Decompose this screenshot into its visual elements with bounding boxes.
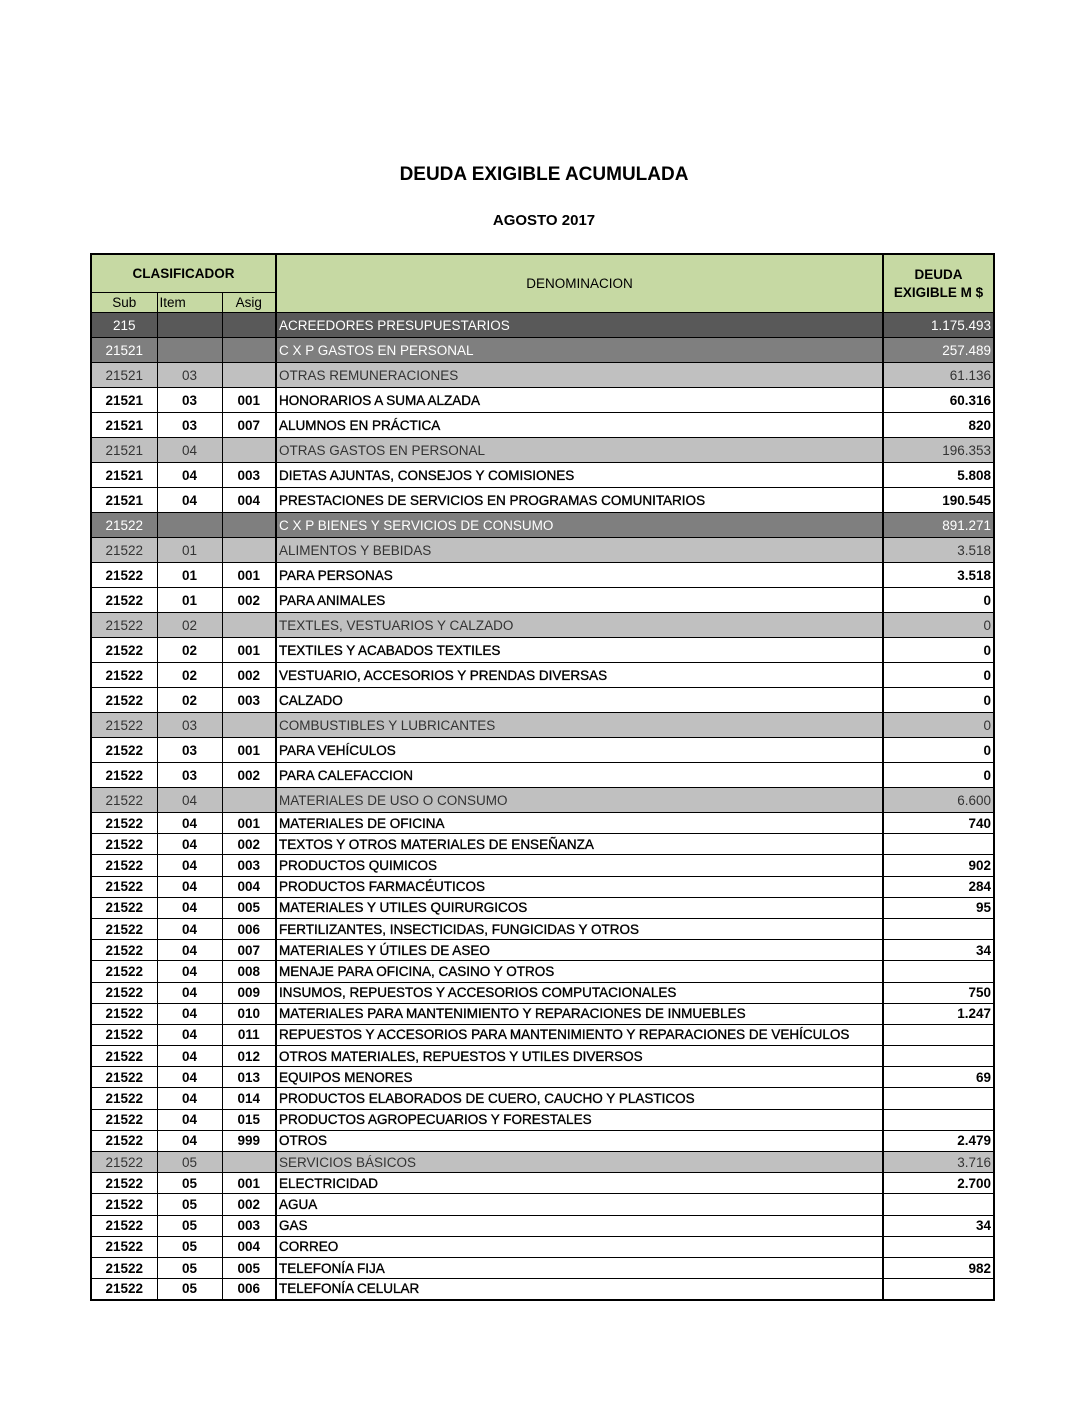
cell-sub: 21522 [91, 961, 157, 982]
cell-asig: 007 [222, 940, 276, 961]
cell-asig: 007 [222, 413, 276, 438]
cell-asig [222, 613, 276, 638]
cell-deuda: 982 [883, 1257, 994, 1278]
table-row [91, 438, 994, 463]
cell-asig: 006 [222, 1279, 276, 1300]
table-row [91, 1130, 994, 1151]
cell-asig: 002 [222, 1194, 276, 1215]
table-row [91, 1067, 994, 1088]
cell-asig: 006 [222, 918, 276, 939]
cell-asig: 004 [222, 488, 276, 513]
cell-item: 02 [157, 688, 222, 713]
cell-deuda: 284 [883, 876, 994, 897]
header-item: Item [157, 293, 222, 313]
cell-sub: 21522 [91, 563, 157, 588]
cell-denominacion: ALIMENTOS Y BEBIDAS [276, 538, 883, 563]
cell-denominacion: MENAJE PARA OFICINA, CASINO Y OTROS [276, 961, 883, 982]
table-row [91, 1173, 994, 1194]
cell-deuda: 0 [883, 763, 994, 788]
cell-item: 04 [157, 982, 222, 1003]
cell-denominacion: TEXTOS Y OTROS MATERIALES DE ENSEÑANZA [276, 834, 883, 855]
table-row [91, 788, 994, 813]
cell-sub: 215 [91, 313, 157, 338]
cell-denominacion: PRODUCTOS AGROPECUARIOS Y FORESTALES [276, 1109, 883, 1130]
cell-deuda [883, 834, 994, 855]
table-row [91, 313, 994, 338]
table-row [91, 563, 994, 588]
cell-sub: 21521 [91, 463, 157, 488]
cell-sub: 21522 [91, 1024, 157, 1045]
cell-deuda: 902 [883, 855, 994, 876]
cell-sub: 21522 [91, 688, 157, 713]
cell-item: 04 [157, 1130, 222, 1151]
cell-deuda: 891.271 [883, 513, 994, 538]
cell-sub: 21522 [91, 788, 157, 813]
cell-item: 04 [157, 897, 222, 918]
cell-asig: 002 [222, 588, 276, 613]
cell-denominacion: ACREEDORES PRESUPUESTARIOS [276, 313, 883, 338]
cell-denominacion: DIETAS AJUNTAS, CONSEJOS Y COMISIONES [276, 463, 883, 488]
cell-denominacion: VESTUARIO, ACCESORIOS Y PRENDAS DIVERSAS [276, 663, 883, 688]
cell-denominacion: COMBUSTIBLES Y LUBRICANTES [276, 713, 883, 738]
cell-sub: 21522 [91, 1088, 157, 1109]
cell-asig [222, 713, 276, 738]
cell-sub: 21522 [91, 1152, 157, 1173]
cell-item: 02 [157, 638, 222, 663]
cell-deuda: 3.518 [883, 563, 994, 588]
cell-denominacion: SERVICIOS BÁSICOS [276, 1152, 883, 1173]
cell-denominacion: PARA CALEFACCION [276, 763, 883, 788]
cell-sub: 21522 [91, 613, 157, 638]
cell-asig: 004 [222, 876, 276, 897]
cell-item: 04 [157, 918, 222, 939]
cell-item [157, 313, 222, 338]
cell-deuda [883, 1046, 994, 1067]
cell-sub: 21522 [91, 1109, 157, 1130]
cell-denominacion: ALUMNOS EN PRÁCTICA [276, 413, 883, 438]
cell-deuda: 740 [883, 813, 994, 834]
cell-deuda: 69 [883, 1067, 994, 1088]
cell-deuda: 34 [883, 940, 994, 961]
cell-deuda: 0 [883, 713, 994, 738]
cell-item: 05 [157, 1194, 222, 1215]
cell-item: 05 [157, 1257, 222, 1278]
cell-denominacion: OTROS MATERIALES, REPUESTOS Y UTILES DIVERSOS [276, 1046, 883, 1067]
cell-sub: 21522 [91, 1003, 157, 1024]
cell-item [157, 513, 222, 538]
cell-sub: 21522 [91, 538, 157, 563]
table-row [91, 1236, 994, 1257]
cell-item: 04 [157, 813, 222, 834]
table-row [91, 918, 994, 939]
cell-asig: 005 [222, 1257, 276, 1278]
cell-asig [222, 538, 276, 563]
cell-asig: 009 [222, 982, 276, 1003]
table-row [91, 1003, 994, 1024]
table-row [91, 713, 994, 738]
cell-sub: 21522 [91, 1257, 157, 1278]
cell-item: 01 [157, 563, 222, 588]
cell-denominacion: PRESTACIONES DE SERVICIOS EN PROGRAMAS COMUNITARIOS [276, 488, 883, 513]
cell-denominacion: PRODUCTOS ELABORADOS DE CUERO, CAUCHO Y PLASTICOS [276, 1088, 883, 1109]
cell-deuda: 750 [883, 982, 994, 1003]
cell-item: 02 [157, 613, 222, 638]
cell-asig: 001 [222, 738, 276, 763]
cell-sub: 21522 [91, 1279, 157, 1300]
cell-denominacion: AGUA [276, 1194, 883, 1215]
cell-sub: 21522 [91, 1173, 157, 1194]
table-row [91, 982, 994, 1003]
cell-deuda: 34 [883, 1215, 994, 1236]
cell-denominacion: OTROS [276, 1130, 883, 1151]
cell-item: 05 [157, 1215, 222, 1236]
table-row [91, 1194, 994, 1215]
table-row [91, 1257, 994, 1278]
table-row [91, 897, 994, 918]
cell-deuda: 2.700 [883, 1173, 994, 1194]
cell-denominacion: C X P GASTOS EN PERSONAL [276, 338, 883, 363]
cell-deuda [883, 961, 994, 982]
cell-asig [222, 788, 276, 813]
cell-asig: 001 [222, 563, 276, 588]
cell-asig: 002 [222, 763, 276, 788]
table-row [91, 763, 994, 788]
table-row [91, 940, 994, 961]
cell-item: 04 [157, 488, 222, 513]
table-body [91, 313, 994, 1300]
header-sub: Sub [91, 293, 157, 313]
cell-sub: 21522 [91, 1215, 157, 1236]
cell-item: 05 [157, 1236, 222, 1257]
cell-asig: 002 [222, 834, 276, 855]
cell-deuda: 5.808 [883, 463, 994, 488]
cell-sub: 21522 [91, 982, 157, 1003]
cell-sub: 21521 [91, 388, 157, 413]
cell-deuda: 61.136 [883, 363, 994, 388]
cell-item: 04 [157, 438, 222, 463]
header-deuda [883, 254, 994, 313]
table-row [91, 463, 994, 488]
cell-denominacion: PRODUCTOS FARMACÉUTICOS [276, 876, 883, 897]
cell-deuda: 257.489 [883, 338, 994, 363]
cell-item: 04 [157, 834, 222, 855]
cell-deuda: 0 [883, 688, 994, 713]
cell-denominacion: PRODUCTOS QUIMICOS [276, 855, 883, 876]
cell-asig: 001 [222, 638, 276, 663]
cell-asig [222, 513, 276, 538]
cell-deuda: 0 [883, 588, 994, 613]
cell-deuda: 0 [883, 738, 994, 763]
cell-denominacion: FERTILIZANTES, INSECTICIDAS, FUNGICIDAS Y OTROS [276, 918, 883, 939]
cell-deuda: 0 [883, 613, 994, 638]
cell-deuda [883, 1024, 994, 1045]
cell-deuda: 820 [883, 413, 994, 438]
cell-asig [222, 1152, 276, 1173]
cell-denominacion: REPUESTOS Y ACCESORIOS PARA MANTENIMIENTO Y REPARACIONES DE VEHÍCULOS [276, 1024, 883, 1045]
table-row [91, 961, 994, 982]
cell-sub: 21522 [91, 813, 157, 834]
cell-denominacion: C X P BIENES Y SERVICIOS DE CONSUMO [276, 513, 883, 538]
cell-deuda: 3.518 [883, 538, 994, 563]
cell-asig: 011 [222, 1024, 276, 1045]
cell-denominacion: PARA PERSONAS [276, 563, 883, 588]
table-row [91, 1046, 994, 1067]
table-row [91, 363, 994, 388]
cell-item: 04 [157, 1003, 222, 1024]
cell-deuda [883, 1236, 994, 1257]
cell-deuda: 3.716 [883, 1152, 994, 1173]
cell-denominacion: CALZADO [276, 688, 883, 713]
cell-item: 02 [157, 663, 222, 688]
cell-sub: 21522 [91, 940, 157, 961]
cell-asig: 003 [222, 1215, 276, 1236]
cell-asig: 015 [222, 1109, 276, 1130]
cell-sub: 21522 [91, 876, 157, 897]
cell-sub: 21521 [91, 488, 157, 513]
cell-asig [222, 363, 276, 388]
cell-sub: 21521 [91, 438, 157, 463]
cell-item: 04 [157, 940, 222, 961]
cell-deuda [883, 1194, 994, 1215]
cell-sub: 21521 [91, 338, 157, 363]
cell-item: 04 [157, 855, 222, 876]
cell-denominacion: OTRAS REMUNERACIONES [276, 363, 883, 388]
cell-asig: 013 [222, 1067, 276, 1088]
header-deuda-line2: EXIGIBLE M $ [893, 284, 984, 300]
cell-sub: 21522 [91, 834, 157, 855]
cell-item: 01 [157, 588, 222, 613]
page-title: DEUDA EXIGIBLE ACUMULADA [399, 164, 689, 185]
cell-denominacion: GAS [276, 1215, 883, 1236]
cell-asig [222, 313, 276, 338]
header-deuda-line1: DEUDA [914, 266, 963, 282]
cell-item: 04 [157, 1067, 222, 1088]
cell-sub: 21522 [91, 513, 157, 538]
cell-denominacion: ELECTRICIDAD [276, 1173, 883, 1194]
debt-table [90, 253, 995, 1301]
cell-denominacion: MATERIALES Y ÚTILES DE ASEO [276, 940, 883, 961]
cell-item: 04 [157, 1109, 222, 1130]
cell-sub: 21522 [91, 1236, 157, 1257]
table-row [91, 613, 994, 638]
cell-item: 04 [157, 788, 222, 813]
cell-denominacion: CORREO [276, 1236, 883, 1257]
cell-asig: 014 [222, 1088, 276, 1109]
cell-denominacion: PARA ANIMALES [276, 588, 883, 613]
header-denominacion: DENOMINACION [276, 254, 883, 313]
cell-deuda: 60.316 [883, 388, 994, 413]
cell-asig: 001 [222, 388, 276, 413]
cell-deuda [883, 1279, 994, 1300]
table-row [91, 688, 994, 713]
cell-item: 03 [157, 388, 222, 413]
cell-denominacion: TEXTLES, VESTUARIOS Y CALZADO [276, 613, 883, 638]
cell-asig: 999 [222, 1130, 276, 1151]
cell-asig: 001 [222, 1173, 276, 1194]
cell-asig: 012 [222, 1046, 276, 1067]
table-row [91, 488, 994, 513]
cell-sub: 21522 [91, 1194, 157, 1215]
cell-sub: 21522 [91, 897, 157, 918]
cell-sub: 21522 [91, 1067, 157, 1088]
cell-asig: 008 [222, 961, 276, 982]
cell-item: 03 [157, 763, 222, 788]
table-row [91, 663, 994, 688]
cell-item: 01 [157, 538, 222, 563]
cell-denominacion: HONORARIOS A SUMA ALZADA [276, 388, 883, 413]
cell-asig: 001 [222, 813, 276, 834]
table-row [91, 1279, 994, 1300]
cell-item: 05 [157, 1173, 222, 1194]
cell-asig: 004 [222, 1236, 276, 1257]
cell-denominacion: PARA VEHÍCULOS [276, 738, 883, 763]
cell-sub: 21522 [91, 855, 157, 876]
cell-item: 05 [157, 1152, 222, 1173]
cell-sub: 21522 [91, 588, 157, 613]
cell-asig: 010 [222, 1003, 276, 1024]
cell-denominacion: EQUIPOS MENORES [276, 1067, 883, 1088]
table-row [91, 1088, 994, 1109]
cell-deuda: 1.175.493 [883, 313, 994, 338]
header-clasificador: CLASIFICADOR [91, 254, 276, 293]
cell-asig: 002 [222, 663, 276, 688]
cell-item: 03 [157, 713, 222, 738]
cell-sub: 21522 [91, 1046, 157, 1067]
cell-deuda: 95 [883, 897, 994, 918]
cell-sub: 21522 [91, 1130, 157, 1151]
cell-sub: 21522 [91, 713, 157, 738]
cell-asig: 005 [222, 897, 276, 918]
cell-denominacion: TEXTILES Y ACABADOS TEXTILES [276, 638, 883, 663]
cell-denominacion: MATERIALES DE USO O CONSUMO [276, 788, 883, 813]
cell-sub: 21522 [91, 663, 157, 688]
cell-denominacion: TELEFONÍA FIJA [276, 1257, 883, 1278]
cell-item: 04 [157, 876, 222, 897]
table-row [91, 588, 994, 613]
cell-deuda [883, 1088, 994, 1109]
header-asig: Asig [222, 293, 276, 313]
table-row [91, 876, 994, 897]
cell-denominacion: MATERIALES Y UTILES QUIRURGICOS [276, 897, 883, 918]
table-row [91, 738, 994, 763]
table-row [91, 1024, 994, 1045]
cell-sub: 21522 [91, 738, 157, 763]
cell-deuda: 196.353 [883, 438, 994, 463]
cell-item: 03 [157, 363, 222, 388]
cell-denominacion: TELEFONÍA CELULAR [276, 1279, 883, 1300]
cell-sub: 21521 [91, 363, 157, 388]
table-row [91, 813, 994, 834]
cell-item: 04 [157, 1046, 222, 1067]
cell-item [157, 338, 222, 363]
cell-deuda: 6.600 [883, 788, 994, 813]
cell-item: 03 [157, 413, 222, 438]
table-row [91, 338, 994, 363]
cell-deuda [883, 918, 994, 939]
cell-deuda: 0 [883, 638, 994, 663]
cell-sub: 21522 [91, 763, 157, 788]
table-row [91, 1152, 994, 1173]
table-row [91, 855, 994, 876]
cell-item: 04 [157, 1088, 222, 1109]
cell-deuda: 0 [883, 663, 994, 688]
cell-sub: 21522 [91, 638, 157, 663]
page-subtitle: AGOSTO 2017 [492, 212, 596, 229]
cell-deuda: 190.545 [883, 488, 994, 513]
table-row [91, 513, 994, 538]
table-row [91, 413, 994, 438]
cell-item: 05 [157, 1279, 222, 1300]
cell-deuda [883, 1109, 994, 1130]
cell-item: 04 [157, 463, 222, 488]
cell-deuda: 2.479 [883, 1130, 994, 1151]
cell-asig [222, 338, 276, 363]
cell-sub: 21522 [91, 918, 157, 939]
cell-sub: 21521 [91, 413, 157, 438]
cell-asig: 003 [222, 688, 276, 713]
cell-asig [222, 438, 276, 463]
table-row [91, 1215, 994, 1236]
cell-asig: 003 [222, 855, 276, 876]
cell-item: 03 [157, 738, 222, 763]
cell-item: 04 [157, 1024, 222, 1045]
cell-deuda: 1.247 [883, 1003, 994, 1024]
cell-denominacion: MATERIALES DE OFICINA [276, 813, 883, 834]
table-header [91, 254, 994, 313]
table-row [91, 1109, 994, 1130]
cell-denominacion: OTRAS GASTOS EN PERSONAL [276, 438, 883, 463]
cell-asig: 003 [222, 463, 276, 488]
table-row [91, 638, 994, 663]
cell-item: 04 [157, 961, 222, 982]
table-row [91, 834, 994, 855]
table-row [91, 388, 994, 413]
table-row [91, 538, 994, 563]
cell-denominacion: MATERIALES PARA MANTENIMIENTO Y REPARACIONES DE INMUEBLES [276, 1003, 883, 1024]
cell-denominacion: INSUMOS, REPUESTOS Y ACCESORIOS COMPUTACIONALES [276, 982, 883, 1003]
